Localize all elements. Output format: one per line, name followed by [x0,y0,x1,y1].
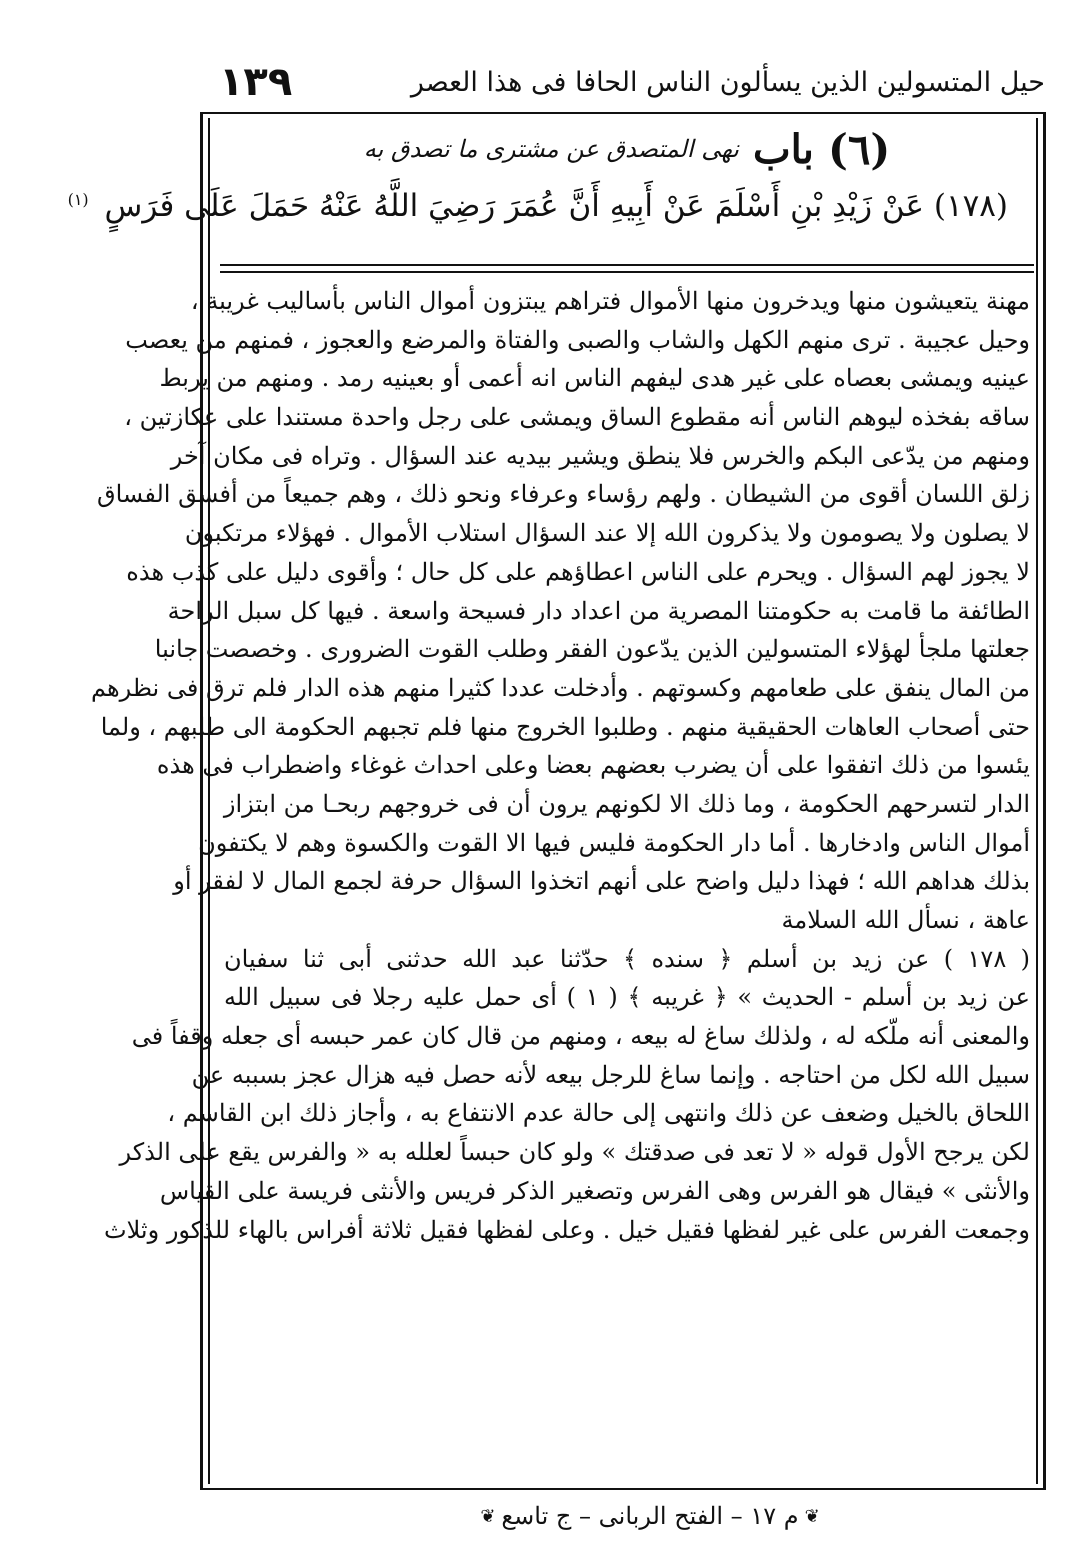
commentary-line: لكن يرجح الأول قوله « لا تعد فى صدقتك » ولو كان حبساً لعلله به « والفرس يقع على الذكر [119,1138,1030,1167]
commentary-line: والمعنى أنه ملّكه له ، ولذلك ساغ له بيعه ، ومنهم من قال كان عمر حبسه أى جعله وقفاً فى [131,1022,1030,1051]
footer-text: م ١٧ – الفتح الربانى – ج تاسع [501,1502,799,1530]
chapter-number: (٦) [827,124,891,174]
frame-border-inner-right [1036,118,1038,1484]
running-title: حيل المتسولين الذين يسألون الناس الحافا فى هذا العصر [410,66,1045,98]
running-head [215,58,1045,106]
chapter-heading [222,118,1032,180]
commentary-line: بذلك هداهم الله ؛ فهذا دليل واضح على أنهم اتخذوا السؤال حرفة لجمع المال لا لفقر أو [173,867,1030,896]
commentary-line: من المال ينفق على طعامهم وكسوتهم . وأدخلت عددا كثيرا منهم هذه الدار فلم ترق فى نظرهم [90,673,1030,702]
commentary-line: عاهة ، نسأل الله السلامة [781,906,1030,934]
commentary-line: عن زيد بن أسلم - الحديث » ﴿ غريبه ﴾ ( ١ ) أى حمل عليه رجلا فى سبيل الله [224,983,1030,1012]
commentary-line: عينيه ويمشى بعصاه على غير هدى ليفهم الناس انه أعمى أو بعينيه رمد . ومنهم من يربط [159,364,1030,393]
chapter-word: باب [752,125,814,173]
commentary-line: وجمعت الفرس على غير لفظها فقيل خيل . وعلى لفظها فقيل ثلاثة أفراس بالهاء للذكور وثلاث [104,1215,1030,1244]
commentary-line: حتى أصحاب العاهات الحقيقية منهم . وطلبوا الخروج منها فلم تجبهم الحكومة الى طلبهم ، ولما [100,712,1030,741]
commentary-line: زلق اللسان أقوى من الشيطان . ولهم رؤساء وعرفاء ونحو ذلك ، وهم جميعاً من أفسق الفساق [97,480,1030,509]
commentary-line: لا يجوز لهم السؤال . ويحرم على الناس اعطاؤهم على كل حال ؛ وأقوى دليل على كذب هذه [126,557,1030,586]
commentary-line: ( ١٧٨ ) عن زيد بن أسلم ﴿ سنده ﴾ حدّثنا عبد الله حدثنى أبى ثنا سفيان [224,944,1030,973]
footer [440,1498,860,1534]
ornament-icon: ❦ [480,1505,496,1527]
hadith-text [67,188,1032,224]
frame-border-bottom [200,1488,1046,1490]
commentary-line: أموال الناس وادخارها . أما دار الحكومة فليس فيها الا القوت والكسوة وهم لا يكتفون [198,828,1030,857]
commentary-text [90,282,1030,1382]
commentary-line: اللحاق بالخيل وضعف عن ذلك وانتهى إلى حالة عدم الانتفاع به ، وأجاز ذلك ابن القاسم ، [167,1099,1030,1128]
commentary-line: الدار لتسرحهم الحكومة ، وما ذلك الا لكونهم يرون أن فى خروجهم ربحـا من ابتزاز [223,789,1030,818]
commentary-line: ساقه بفخذه ليوهم الناس أنه مقطوع الساق ويمشى على رجل واحدة مستندا على عكازتين ، [124,403,1030,432]
hadith-text-body: (١٧٨) عَنْ زَيْدِ بْنِ أَسْلَمَ عَنْ أَبِيهِ أَنَّ عُمَرَ رَضِيَ اللَّهُ عَنْهُ حَمَلَ عَلَى فَرَسٍ [104,188,1008,224]
commentary-line: جعلتها ملجأ لهؤلاء المتسولين الذين يدّعون الفقر وطلب القوت الضرورى . وخصصت جانبا [154,635,1030,664]
commentary-line: ومنهم من يدّعى البكم والخرس فلا ينطق ويشير بيديه عند السؤال . وتراه فى مكان آخر [170,441,1030,470]
commentary-line: والأنثى » فيقال هو الفرس وهى الفرس وتصغير الذكر فريس والأنثى فريسة على القياس [159,1176,1030,1205]
chapter-title: نهى المتصدق عن مشترى ما تصدق به [363,135,739,163]
separator-rule-second [220,271,1034,273]
commentary-line: مهنة يتعيشون منها ويدخرون منها الأموال فتراهم يبتزون أموال الناس بأساليب غريبة ، [190,287,1030,315]
commentary-line: وحيل عجيبة . ترى منهم الكهل والشاب والصبى والفتاة والمرضع والعجوز ، فمنهم من يعصب [125,325,1030,354]
page-number: ١٣٩ [219,59,293,105]
separator-rule [220,264,1034,266]
commentary-line: لا يصلون ولا يصومون ولا يذكرون الله إلا عند السؤال استلاب الأموال . فهؤلاء مرتكبون [184,519,1030,548]
frame-border-outer-right [1043,112,1046,1490]
hadith-block [67,118,1032,268]
commentary-line: الطائفة ما قامت به حكومتنا المصرية من اعداد دار فسيحة واسعة . فيها كل سبل الراحة [167,596,1030,625]
commentary-line: سبيل الله لكل من احتاجه . وإنما ساغ للرجل بيعه لأنه حصل فيه هزال عجز بسببه عن [191,1060,1030,1089]
commentary-line: يئسوا من ذلك اتفقوا على أن يضرب بعضهم بعضا وعلى احداث غوغاء واضطراب فى هذه [156,751,1030,780]
frame-border-top [200,112,1046,114]
footnote-ref: (١) [67,189,89,209]
ornament-icon: ❦ [804,1505,820,1527]
